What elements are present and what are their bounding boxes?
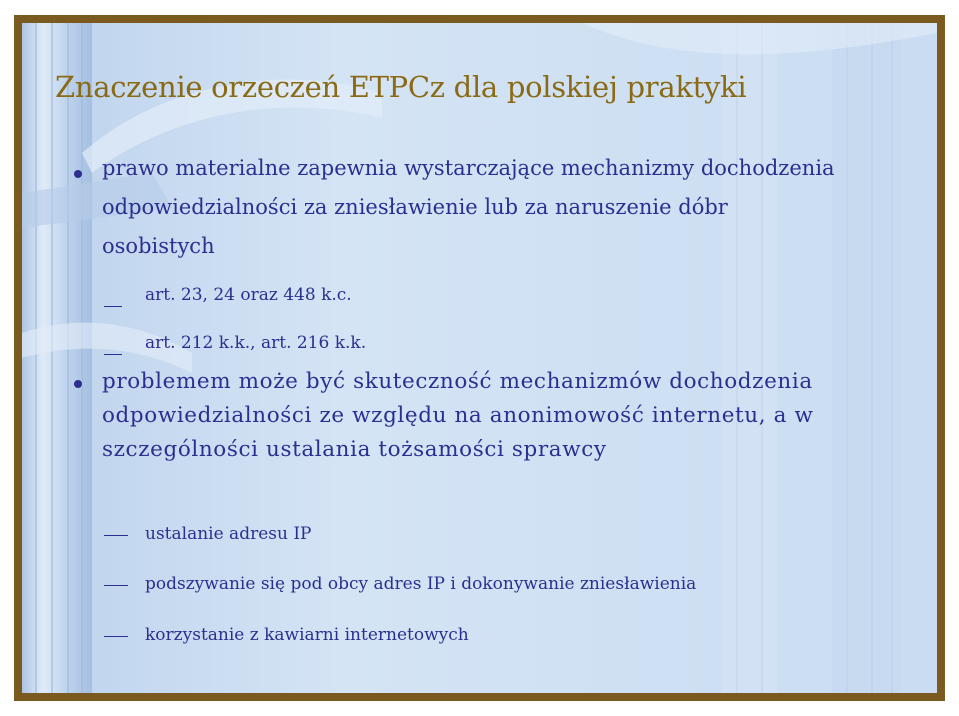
sub-bullet-dash: [104, 585, 128, 586]
sub-bullet-dash: [104, 636, 128, 637]
slide-frame: [14, 15, 945, 701]
bullet-2-sub-2: podszywanie się pod obcy adres IP i dokonywanie zniesławienia: [145, 574, 697, 594]
bullet-2-sub-1: ustalanie adresu IP: [145, 524, 312, 544]
sub-bullet-dash: [104, 354, 122, 355]
bullet-1-text: prawo materialne zapewnia wystarczające mechanizmy dochodzenia odpowiedzialności za zniesławienie lub za naruszenie dóbr osobistych: [102, 156, 835, 258]
sub-bullet-dash: [104, 535, 128, 536]
slide-title: Znaczenie orzeczeń ETPCz dla polskiej praktyki: [55, 70, 747, 104]
sub-bullet-dash: [104, 306, 122, 307]
bullet-marker: [74, 170, 82, 178]
bullet-1-sub-2: art. 212 k.k., art. 216 k.k.: [145, 333, 367, 353]
bullet-marker: [74, 380, 82, 388]
slide-content: [22, 23, 937, 693]
bullet-1-sub-1: art. 23, 24 oraz 448 k.c.: [145, 285, 352, 305]
bullet-2-text: problemem może być skuteczność mechanizmów dochodzenia odpowiedzialności ze względu na anonimowość internetu, a w szczególności ustalania tożsamości sprawcy: [102, 369, 814, 462]
bullet-2-sub-3: korzystanie z kawiarni internetowych: [145, 625, 469, 645]
